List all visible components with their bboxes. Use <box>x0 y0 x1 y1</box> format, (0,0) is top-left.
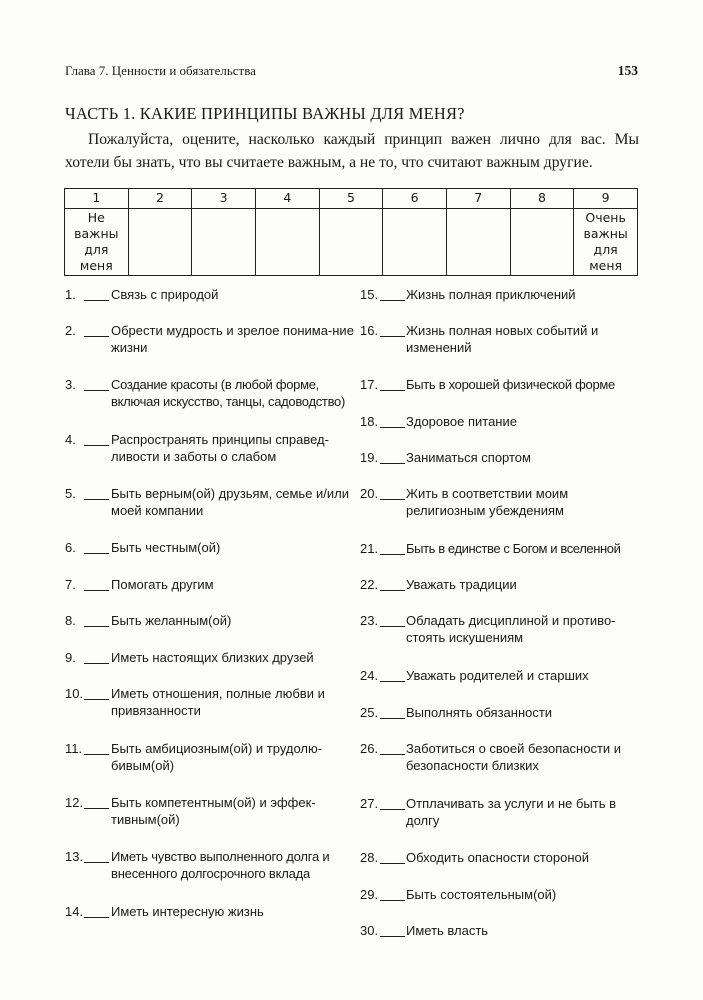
item-text: Иметь власть <box>406 923 489 938</box>
item-number: 14. <box>65 904 84 919</box>
item-number: 23. <box>360 613 379 628</box>
scale-number: 3 <box>192 189 256 209</box>
item-number: 6. <box>65 540 76 555</box>
item-number: 25. <box>360 705 379 720</box>
rating-blank[interactable] <box>380 922 405 937</box>
rating-scale-table <box>64 188 638 276</box>
scale-number: 8 <box>510 189 574 209</box>
rating-blank[interactable] <box>380 540 405 555</box>
rating-blank[interactable] <box>380 795 405 810</box>
item-text: Распространять принципы справед-ливости и заботы о слабом <box>111 432 329 464</box>
item-number: 3. <box>65 377 76 392</box>
item-text: Обладать дисциплиной и противо-стоять искушениям <box>406 613 616 645</box>
item-number: 1. <box>65 287 76 302</box>
item-number: 19. <box>360 450 379 465</box>
item-text: Жить в соответствии моим религиозным убеждениям <box>406 486 569 518</box>
scale-number: 1 <box>65 189 129 209</box>
rating-blank[interactable] <box>84 576 109 591</box>
part-title: ЧАСТЬ 1. КАКИЕ ПРИНЦИПЫ ВАЖНЫ ДЛЯ МЕНЯ? <box>65 104 465 123</box>
item-number: 10. <box>65 686 84 701</box>
item-number: 9. <box>65 650 76 665</box>
rating-blank[interactable] <box>380 740 405 755</box>
rating-blank[interactable] <box>380 667 405 682</box>
item-text: Отплачивать за услуги и не быть в долгу <box>406 796 616 828</box>
item-number: 29. <box>360 887 379 902</box>
scale-low-label: Не важны для меня <box>65 209 129 276</box>
rating-blank[interactable] <box>380 576 405 591</box>
item-text: Жизнь полная новых событий и изменений <box>406 323 599 355</box>
item-text: Обрести мудрость и зрелое понима-ние жизни <box>111 323 354 355</box>
item-number: 17. <box>360 377 379 392</box>
item-number: 30. <box>360 923 379 938</box>
rating-blank[interactable] <box>84 903 109 918</box>
item-text: Быть амбициозным(ой) и трудолю-бивым(ой) <box>111 741 323 773</box>
item-number: 13. <box>65 849 84 864</box>
item-text: Быть честным(ой) <box>111 540 221 555</box>
rating-blank[interactable] <box>380 485 405 500</box>
rating-blank[interactable] <box>380 704 405 719</box>
item-text: Уважать традиции <box>406 577 517 592</box>
item-text: Жизнь полная приключений <box>406 287 576 302</box>
item-text: Иметь чувство выполненного долга и внесенного долгосрочного вклада <box>111 849 330 881</box>
item-number: 12. <box>65 795 84 810</box>
scale-number: 2 <box>128 189 192 209</box>
chapter-title: Глава 7. Ценности и обязательства <box>65 63 256 78</box>
item-text: Заботиться о своей безопасности и безопасности близких <box>406 741 622 773</box>
item-number: 26. <box>360 741 379 756</box>
item-text: Иметь интересную жизнь <box>111 904 264 919</box>
item-number: 11. <box>65 741 83 756</box>
item-text: Уважать родителей и старших <box>406 668 589 683</box>
rating-blank[interactable] <box>380 449 405 464</box>
item-text: Помогать другим <box>111 577 214 592</box>
item-text: Быть желанным(ой) <box>111 613 232 628</box>
intro-paragraph: Пожалуйста, оцените, насколько каждый принцип важен лично для вас. Мы хотели бы знать, что вы считаете важным, а не то, что считают важным другие. <box>65 131 639 171</box>
item-number: 4. <box>65 432 76 447</box>
scale-empty-cell <box>383 209 447 276</box>
item-number: 16. <box>360 323 379 338</box>
rating-blank[interactable] <box>380 886 405 901</box>
item-number: 18. <box>360 414 379 429</box>
scale-number: 5 <box>319 189 383 209</box>
rating-blank[interactable] <box>84 539 109 554</box>
item-text: Связь с природой <box>111 287 219 302</box>
item-text: Быть в хорошей физической форме <box>406 377 615 392</box>
item-number: 21. <box>360 541 379 556</box>
rating-blank[interactable] <box>84 612 109 627</box>
item-text: Быть состоятельным(ой) <box>406 887 557 902</box>
rating-blank[interactable] <box>84 740 109 755</box>
rating-blank[interactable] <box>380 612 405 627</box>
page-number: 153 <box>617 63 638 78</box>
rating-blank[interactable] <box>84 322 109 337</box>
item-text: Быть в единстве с Богом и вселенной <box>406 541 621 556</box>
scale-high-label: Очень важны для меня <box>574 209 638 276</box>
item-text: Выполнять обязанности <box>406 705 553 720</box>
item-number: 15. <box>360 287 379 302</box>
rating-blank[interactable] <box>84 794 109 809</box>
item-number: 24. <box>360 668 379 683</box>
page-header <box>65 63 638 81</box>
rating-blank[interactable] <box>84 485 109 500</box>
rating-blank[interactable] <box>84 286 109 301</box>
item-text: Создание красоты (в любой форме, включая искусство, танцы, садоводство) <box>111 377 346 409</box>
scale-empty-cell <box>510 209 574 276</box>
rating-blank[interactable] <box>84 649 109 664</box>
scale-number: 4 <box>255 189 319 209</box>
rating-blank[interactable] <box>380 376 405 391</box>
item-text: Быть компетентным(ой) и эффек-тивным(ой) <box>111 795 316 827</box>
rating-blank[interactable] <box>380 322 405 337</box>
scale-empty-cell <box>446 209 510 276</box>
item-number: 2. <box>65 323 76 338</box>
rating-blank[interactable] <box>84 376 109 391</box>
item-text: Иметь настоящих близких друзей <box>111 650 314 665</box>
item-text: Здоровое питание <box>406 414 517 429</box>
item-text: Быть верным(ой) друзьям, семье и/или моей компании <box>111 486 350 518</box>
rating-blank[interactable] <box>84 848 109 863</box>
item-text: Обходить опасности стороной <box>406 850 590 865</box>
scale-empty-cell <box>319 209 383 276</box>
rating-blank[interactable] <box>380 413 405 428</box>
rating-blank[interactable] <box>84 685 109 700</box>
item-number: 7. <box>65 577 76 592</box>
item-text: Иметь отношения, полные любви и привязанности <box>111 686 325 718</box>
item-number: 5. <box>65 486 76 501</box>
scale-number: 6 <box>383 189 447 209</box>
scale-number: 7 <box>446 189 510 209</box>
rating-blank[interactable] <box>380 849 405 864</box>
scale-number: 9 <box>574 189 638 209</box>
item-number: 22. <box>360 577 379 592</box>
item-number: 8. <box>65 613 76 628</box>
scale-empty-cell <box>255 209 319 276</box>
scale-empty-cell <box>128 209 192 276</box>
item-number: 20. <box>360 486 379 501</box>
item-number: 28. <box>360 850 379 865</box>
item-text: Заниматься спортом <box>406 450 531 465</box>
item-number: 27. <box>360 796 379 811</box>
rating-blank[interactable] <box>84 431 109 446</box>
scale-empty-cell <box>192 209 256 276</box>
rating-blank[interactable] <box>380 286 405 301</box>
